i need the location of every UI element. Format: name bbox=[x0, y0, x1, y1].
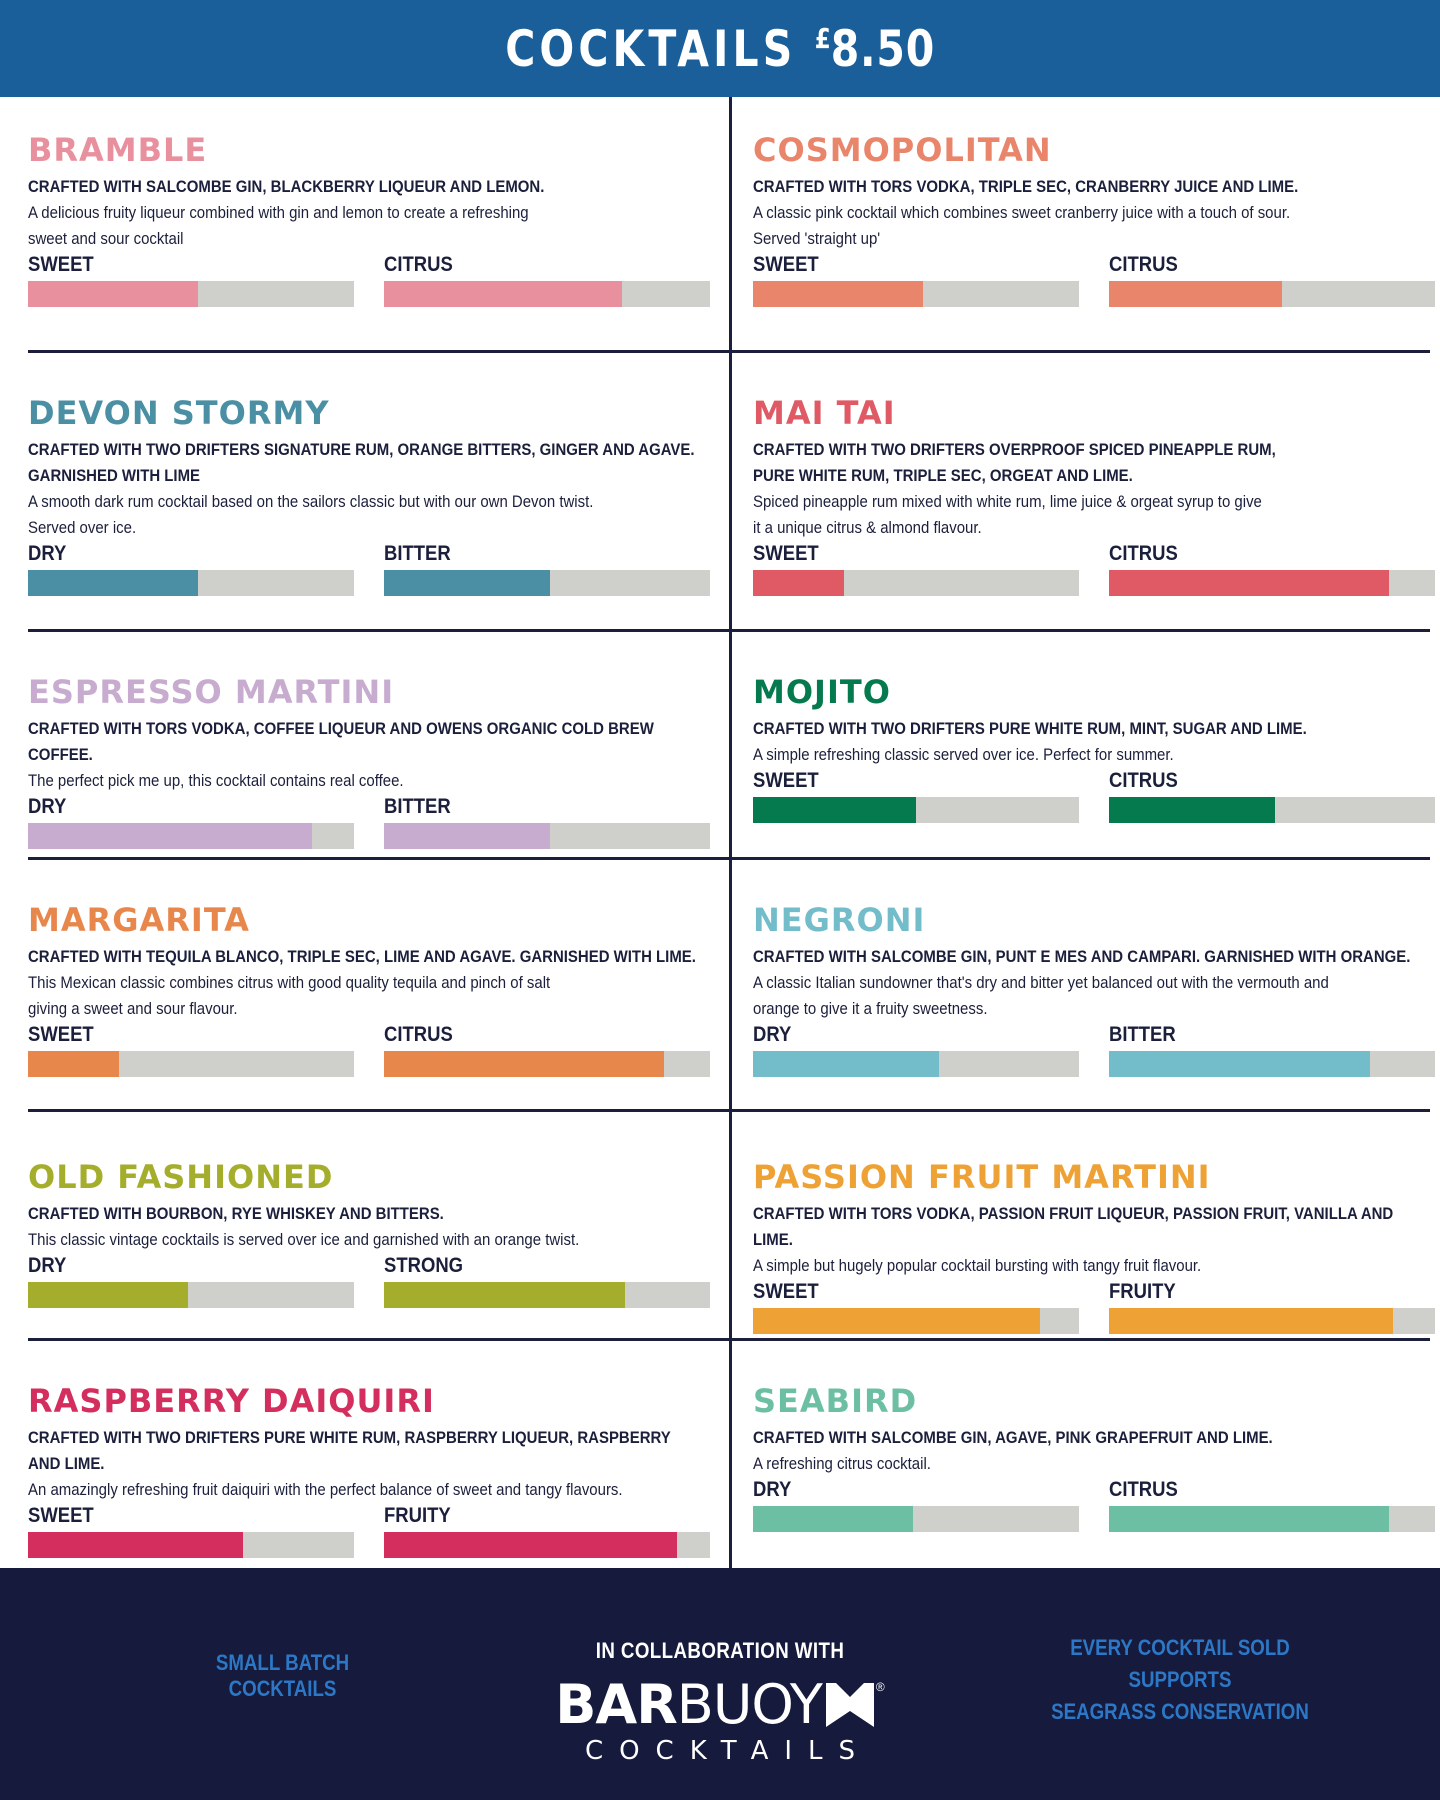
taste-bar-track bbox=[1109, 570, 1435, 596]
cocktail-description: A delicious fruity liqueur combined with gin and lemon to create a refreshing sweet and sour cocktail bbox=[28, 203, 529, 248]
taste-metric bbox=[28, 541, 354, 596]
taste-label: BITTER bbox=[384, 542, 451, 565]
cocktail-description: A refreshing citrus cocktail. bbox=[753, 1454, 931, 1473]
cocktail-ingredients: CRAFTED WITH TORS VODKA, TRIPLE SEC, CRANBERRY JUICE AND LIME. bbox=[753, 177, 1299, 196]
taste-metric bbox=[753, 1022, 1079, 1077]
taste-bar-fill bbox=[384, 570, 550, 596]
cocktail-name: ESPRESSO MARTINI bbox=[28, 673, 395, 711]
taste-bar-fill bbox=[753, 281, 923, 307]
registered-mark: ® bbox=[875, 1680, 885, 1694]
taste-bar-track bbox=[1109, 1051, 1435, 1077]
taste-metric bbox=[753, 1279, 1079, 1334]
cocktail-name: MARGARITA bbox=[28, 901, 250, 939]
taste-label: STRONG bbox=[384, 1254, 464, 1277]
cocktail-card bbox=[28, 132, 718, 312]
cocktail-name: RASPBERRY DAIQUIRI bbox=[28, 1382, 435, 1420]
taste-bar-fill bbox=[384, 1282, 625, 1308]
cocktail-ingredients: CRAFTED WITH TWO DRIFTERS PURE WHITE RUM, MINT, SUGAR AND LIME. bbox=[753, 719, 1307, 738]
price-value: 8.50 bbox=[830, 19, 935, 78]
taste-label: SWEET bbox=[28, 1504, 94, 1527]
taste-metrics bbox=[28, 794, 718, 854]
taste-metric bbox=[1109, 1022, 1435, 1077]
taste-metrics bbox=[28, 1503, 718, 1563]
taste-label: DRY bbox=[753, 1023, 792, 1046]
taste-label: CITRUS bbox=[384, 253, 453, 276]
taste-bar-track bbox=[753, 797, 1079, 823]
taste-bar-track bbox=[1109, 1506, 1435, 1532]
cocktail-card bbox=[753, 395, 1440, 601]
taste-bar-fill bbox=[753, 797, 916, 823]
cocktail-description: A classic Italian sundowner that's dry and bitter yet balanced out with the vermouth and orange to give it a fruity sweetness. bbox=[753, 973, 1329, 1018]
row-divider bbox=[28, 857, 1430, 860]
header-banner bbox=[0, 0, 1440, 97]
taste-bar-fill bbox=[28, 1532, 243, 1558]
price-currency: £ bbox=[814, 21, 831, 55]
taste-metric bbox=[384, 541, 710, 596]
cocktail-description: A simple refreshing classic served over ice. Perfect for summer. bbox=[753, 745, 1174, 764]
collaboration-block bbox=[520, 1638, 920, 1766]
cocktail-card bbox=[28, 1159, 718, 1313]
taste-metric bbox=[384, 1253, 710, 1308]
taste-metrics bbox=[753, 768, 1440, 828]
taste-metric bbox=[1109, 1279, 1435, 1334]
taste-label: FRUITY bbox=[1109, 1280, 1176, 1303]
taste-bar-fill bbox=[753, 1308, 1040, 1334]
taste-metric bbox=[384, 794, 710, 849]
menu-title-text: COCKTAILS bbox=[505, 19, 797, 78]
taste-label: BITTER bbox=[384, 795, 451, 818]
footer-tagline: SMALL BATCH COCKTAILS bbox=[215, 1650, 350, 1701]
taste-metric bbox=[753, 1477, 1079, 1532]
row-divider bbox=[28, 1109, 1430, 1112]
taste-bar-track bbox=[384, 1282, 710, 1308]
cocktail-name: DEVON STORMY bbox=[28, 394, 330, 432]
cocktail-description: A simple but hugely popular cocktail bursting with tangy fruit flavour. bbox=[753, 1256, 1202, 1275]
taste-metric bbox=[753, 541, 1079, 596]
cocktail-name: BRAMBLE bbox=[28, 131, 208, 169]
logo-bar-text: BAR bbox=[555, 1673, 677, 1736]
taste-label: CITRUS bbox=[1109, 542, 1178, 565]
taste-label: SWEET bbox=[753, 542, 819, 565]
barbuoy-logo bbox=[520, 1673, 920, 1736]
menu-title bbox=[505, 20, 935, 78]
taste-bar-fill bbox=[28, 823, 312, 849]
cocktail-card bbox=[28, 674, 718, 854]
taste-bar-track bbox=[753, 1051, 1079, 1077]
taste-bar-track bbox=[28, 281, 354, 307]
taste-metric bbox=[1109, 541, 1435, 596]
cocktail-ingredients: CRAFTED WITH TEQUILA BLANCO, TRIPLE SEC, LIME AND AGAVE. GARNISHED WITH LIME. bbox=[28, 947, 696, 966]
taste-bar-track bbox=[753, 570, 1079, 596]
taste-bar-fill bbox=[1109, 1308, 1393, 1334]
cocktail-name: PASSION FRUIT MARTINI bbox=[753, 1158, 1211, 1196]
taste-bar-track bbox=[384, 823, 710, 849]
taste-metrics bbox=[753, 1279, 1440, 1339]
cocktail-description: This Mexican classic combines citrus with good quality tequila and pinch of salt giving a sweet and sour flavour. bbox=[28, 973, 551, 1018]
taste-bar-fill bbox=[1109, 1506, 1389, 1532]
cocktail-ingredients: CRAFTED WITH TORS VODKA, COFFEE LIQUEUR AND OWENS ORGANIC COLD BREW COFFEE. bbox=[28, 719, 654, 764]
taste-metric bbox=[28, 1253, 354, 1308]
footer bbox=[0, 1568, 1440, 1800]
taste-bar-fill bbox=[1109, 570, 1389, 596]
taste-bar-fill bbox=[753, 1051, 939, 1077]
taste-bar-fill bbox=[28, 570, 198, 596]
taste-label: SWEET bbox=[753, 1280, 819, 1303]
taste-bar-track bbox=[753, 1506, 1079, 1532]
taste-bar-track bbox=[753, 1308, 1079, 1334]
taste-metric bbox=[28, 794, 354, 849]
cocktail-description: An amazingly refreshing fruit daiquiri with the perfect balance of sweet and tangy flavours. bbox=[28, 1480, 623, 1499]
taste-metrics bbox=[753, 252, 1440, 312]
taste-metrics bbox=[28, 252, 718, 312]
cocktail-card bbox=[753, 132, 1440, 312]
taste-label: SWEET bbox=[753, 769, 819, 792]
taste-label: CITRUS bbox=[1109, 1478, 1178, 1501]
column-divider bbox=[729, 97, 732, 1568]
taste-bar-fill bbox=[28, 1051, 119, 1077]
footer-cause bbox=[1036, 1632, 1325, 1728]
cocktail-card bbox=[753, 1383, 1440, 1537]
cocktail-description: This classic vintage cocktails is served over ice and garnished with an orange twist. bbox=[28, 1230, 580, 1249]
footer-cause-line1: EVERY COCKTAIL SOLD SUPPORTS bbox=[1070, 1635, 1290, 1692]
taste-bar-track bbox=[384, 1532, 710, 1558]
cocktail-description: A smooth dark rum cocktail based on the sailors classic but with our own Devon twist. Served over ice. bbox=[28, 492, 594, 537]
taste-metric bbox=[1109, 768, 1435, 823]
taste-bar-fill bbox=[384, 823, 550, 849]
cocktail-ingredients: CRAFTED WITH TWO DRIFTERS OVERPROOF SPICED PINEAPPLE RUM, PURE WHITE RUM, TRIPLE SEC, ORGEAT AND LIME. bbox=[753, 440, 1276, 485]
taste-label: DRY bbox=[753, 1478, 792, 1501]
cocktail-card bbox=[753, 674, 1440, 828]
cocktail-name: MAI TAI bbox=[753, 394, 896, 432]
cocktail-ingredients: CRAFTED WITH SALCOMBE GIN, PUNT E MES AND CAMPARI. GARNISHED WITH ORANGE. bbox=[753, 947, 1411, 966]
taste-metric bbox=[753, 252, 1079, 307]
taste-label: DRY bbox=[28, 542, 67, 565]
taste-metric bbox=[384, 1022, 710, 1077]
taste-bar-fill bbox=[753, 570, 844, 596]
cocktail-card bbox=[753, 1159, 1440, 1339]
taste-label: SWEET bbox=[28, 253, 94, 276]
taste-label: CITRUS bbox=[384, 1023, 453, 1046]
taste-label: BITTER bbox=[1109, 1023, 1176, 1046]
taste-bar-track bbox=[384, 570, 710, 596]
taste-bar-track bbox=[1109, 281, 1435, 307]
taste-bar-track bbox=[1109, 797, 1435, 823]
taste-bar-track bbox=[28, 823, 354, 849]
taste-label: FRUITY bbox=[384, 1504, 451, 1527]
taste-bar-track bbox=[28, 1532, 354, 1558]
cocktail-ingredients: CRAFTED WITH TORS VODKA, PASSION FRUIT LIQUEUR, PASSION FRUIT, VANILLA AND LIME. bbox=[753, 1204, 1394, 1249]
cocktail-card bbox=[28, 1383, 718, 1563]
collaboration-text: IN COLLABORATION WITH bbox=[595, 1638, 845, 1663]
taste-metrics bbox=[28, 541, 718, 601]
taste-metric bbox=[384, 252, 710, 307]
taste-metrics bbox=[753, 1022, 1440, 1082]
row-divider bbox=[28, 350, 1430, 353]
taste-metrics bbox=[28, 1022, 718, 1082]
cocktail-name: COSMOPOLITAN bbox=[753, 131, 1052, 169]
taste-metric bbox=[28, 1022, 354, 1077]
cocktail-description: The perfect pick me up, this cocktail contains real coffee. bbox=[28, 771, 404, 790]
footer-cause-line2: SEAGRASS CONSERVATION bbox=[1051, 1699, 1309, 1724]
cocktail-name: MOJITO bbox=[753, 673, 891, 711]
cocktail-ingredients: CRAFTED WITH TWO DRIFTERS PURE WHITE RUM, RASPBERRY LIQUEUR, RASPBERRY AND LIME. bbox=[28, 1428, 671, 1473]
taste-bar-fill bbox=[384, 1051, 664, 1077]
taste-bar-track bbox=[28, 1282, 354, 1308]
taste-bar-track bbox=[28, 570, 354, 596]
flag-icon bbox=[826, 1683, 874, 1727]
cocktail-ingredients: CRAFTED WITH TWO DRIFTERS SIGNATURE RUM, ORANGE BITTERS, GINGER AND AGAVE. GARNISHED WITH LIME bbox=[28, 440, 695, 485]
taste-label: DRY bbox=[28, 795, 67, 818]
taste-bar-fill bbox=[753, 1506, 913, 1532]
cocktail-ingredients: CRAFTED WITH BOURBON, RYE WHISKEY AND BITTERS. bbox=[28, 1204, 444, 1223]
taste-bar-track bbox=[1109, 1308, 1435, 1334]
cocktail-card bbox=[28, 395, 718, 601]
cocktail-ingredients: CRAFTED WITH SALCOMBE GIN, AGAVE, PINK GRAPEFRUIT AND LIME. bbox=[753, 1428, 1273, 1447]
cocktail-name: NEGRONI bbox=[753, 901, 926, 939]
cocktail-name: OLD FASHIONED bbox=[28, 1158, 334, 1196]
cocktail-grid bbox=[0, 97, 1440, 1568]
taste-bar-track bbox=[384, 1051, 710, 1077]
row-divider bbox=[28, 629, 1430, 632]
taste-metric bbox=[1109, 252, 1435, 307]
taste-bar-fill bbox=[1109, 1051, 1370, 1077]
taste-bar-fill bbox=[28, 1282, 188, 1308]
taste-label: SWEET bbox=[753, 253, 819, 276]
taste-metric bbox=[28, 252, 354, 307]
taste-metrics bbox=[753, 541, 1440, 601]
taste-metric bbox=[1109, 1477, 1435, 1532]
taste-bar-fill bbox=[1109, 797, 1275, 823]
taste-metric bbox=[384, 1503, 710, 1558]
taste-bar-track bbox=[28, 1051, 354, 1077]
taste-label: CITRUS bbox=[1109, 253, 1178, 276]
taste-metric bbox=[28, 1503, 354, 1558]
taste-metrics bbox=[753, 1477, 1440, 1537]
taste-bar-track bbox=[384, 281, 710, 307]
taste-metric bbox=[753, 768, 1079, 823]
taste-metrics bbox=[28, 1253, 718, 1313]
taste-label: CITRUS bbox=[1109, 769, 1178, 792]
taste-label: DRY bbox=[28, 1254, 67, 1277]
cocktail-description: A classic pink cocktail which combines sweet cranberry juice with a touch of sour. Served 'straight up' bbox=[753, 203, 1291, 248]
taste-bar-fill bbox=[28, 281, 198, 307]
taste-bar-fill bbox=[384, 281, 622, 307]
cocktail-card bbox=[753, 902, 1440, 1082]
taste-bar-fill bbox=[1109, 281, 1282, 307]
cocktail-description: Spiced pineapple rum mixed with white rum, lime juice & orgeat syrup to give it a unique citrus & almond flavour. bbox=[753, 492, 1262, 537]
cocktail-card bbox=[28, 902, 718, 1082]
taste-bar-fill bbox=[384, 1532, 677, 1558]
logo-buoy-text: BUOY bbox=[676, 1673, 822, 1736]
taste-bar-track bbox=[753, 281, 1079, 307]
taste-label: SWEET bbox=[28, 1023, 94, 1046]
cocktail-name: SEABIRD bbox=[753, 1382, 918, 1420]
cocktail-ingredients: CRAFTED WITH SALCOMBE GIN, BLACKBERRY LIQUEUR AND LEMON. bbox=[28, 177, 545, 196]
logo-subtitle: COCKTAILS bbox=[584, 1736, 872, 1766]
